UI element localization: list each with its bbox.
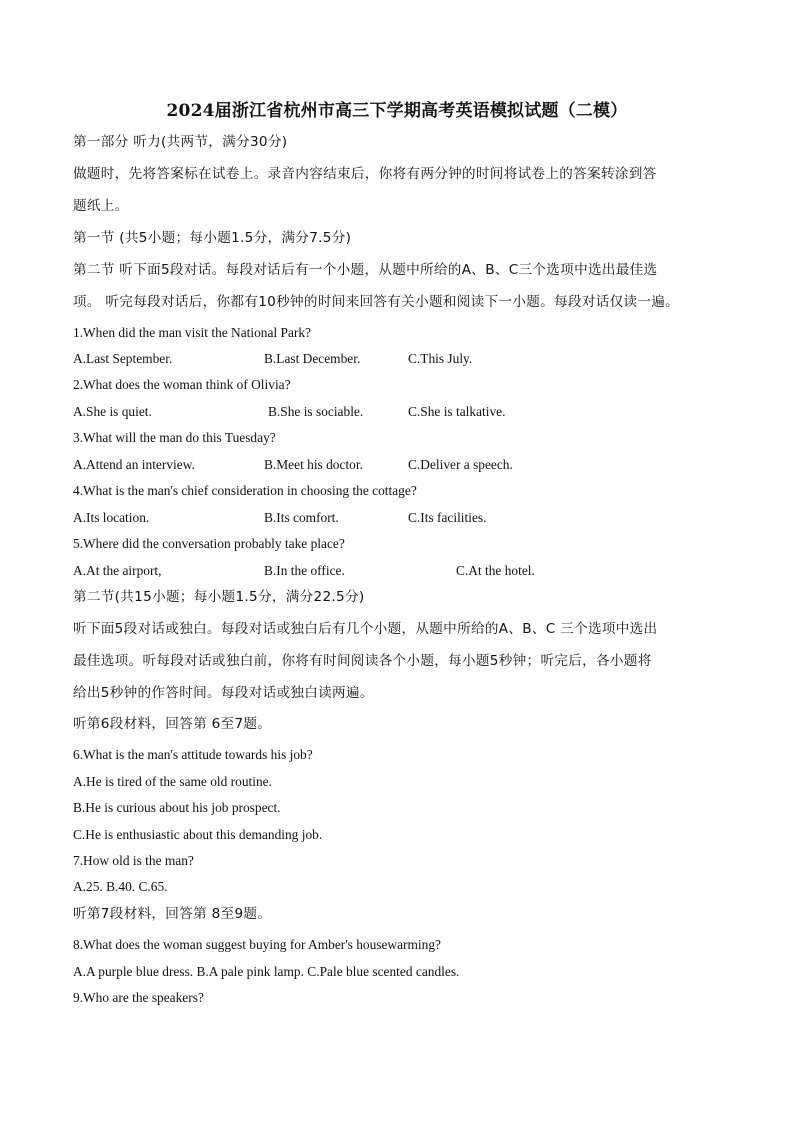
question-2: 2.What does the woman think of Olivia?: [73, 377, 291, 392]
question-6-option-a: A.He is tired of the same old routine.: [73, 774, 272, 789]
question-4: 4.What is the man's chief consideration in choosing the cottage?: [73, 483, 417, 498]
part1-instruction-line2: 题纸上。: [73, 198, 129, 214]
page-title: 2024届浙江省杭州市高三下学期高考英语模拟试题（二模）: [166, 101, 628, 121]
question-6-option-b: B.He is curious about his job prospect.: [73, 800, 281, 815]
question-6-option-c: C.He is enthusiastic about this demanding job.: [73, 827, 323, 842]
question-2-option-b: B.She is sociable.: [268, 404, 364, 419]
section1-heading: 第一节 (共5小题；每小题1.5分，满分7.5分): [73, 230, 352, 246]
question-2-option-a: A.She is quiet.: [73, 404, 152, 419]
section1-instruction-line2: 项。 听完每段对话后，你都有10秒钟的时间来回答有关小题和阅读下一小题。每段对话仅读一遍。: [73, 294, 680, 310]
question-1: 1.When did the man visit the National Park?: [73, 325, 311, 340]
question-7: 7.How old is the man?: [73, 853, 194, 868]
question-3-option-b: B.Meet his doctor.: [264, 457, 363, 472]
question-5-option-c: C.At the hotel.: [456, 563, 535, 578]
question-1-option-b: B.Last December.: [264, 351, 361, 366]
passage6-intro: 听第6段材料，回答第 6至7题。: [73, 716, 272, 732]
question-9: 9.Who are the speakers?: [73, 990, 204, 1005]
question-1-option-a: A.Last September.: [73, 351, 173, 366]
part1-instruction-line1: 做题时，先将答案标在试卷上。录音内容结束后，你将有两分钟的时间将试卷上的答案转涂到答: [73, 166, 657, 182]
question-5: 5.Where did the conversation probably take place?: [73, 536, 345, 551]
section1-instruction-line1: 第二节 听下面5段对话。每段对话后有一个小题，从题中所给的A、B、C三个选项中选出最佳选: [73, 262, 658, 278]
question-3-option-a: A.Attend an interview.: [73, 457, 195, 472]
question-8-options: A.A purple blue dress. B.A pale pink lamp. C.Pale blue scented candles.: [73, 964, 460, 979]
section2-heading: 第二节(共15小题；每小题1.5分，满分22.5分): [73, 589, 365, 605]
question-3-option-c: C.Deliver a speech.: [408, 457, 513, 472]
question-4-option-b: B.Its comfort.: [264, 510, 339, 525]
question-4-option-a: A.Its location.: [73, 510, 150, 525]
question-3: 3.What will the man do this Tuesday?: [73, 430, 276, 445]
question-6: 6.What is the man's attitude towards his job?: [73, 747, 313, 762]
question-5-option-b: B.In the office.: [264, 563, 345, 578]
question-1-option-c: C.This July.: [408, 351, 473, 366]
section2-instruction-line1: 听下面5段对话或独白。每段对话或独白后有几个小题，从题中所给的A、B、C 三个选项中选出: [73, 621, 658, 637]
section2-instruction-line2: 最佳选项。听每段对话或独白前，你将有时间阅读各个小题，每小题5秒钟；听完后，各小题将: [73, 653, 652, 669]
question-8: 8.What does the woman suggest buying for Amber's housewarming?: [73, 937, 441, 952]
question-4-option-c: C.Its facilities.: [408, 510, 487, 525]
question-5-option-a: A.At the airport,: [73, 563, 162, 578]
section2-instruction-line3: 给出5秒钟的作答时间。每段对话或独白读两遍。: [73, 685, 374, 701]
question-2-option-c: C.She is talkative.: [408, 404, 506, 419]
passage7-intro: 听第7段材料，回答第 8至9题。: [73, 906, 272, 922]
question-7-options: A.25. B.40. C.65.: [73, 879, 168, 894]
part1-heading: 第一部分 听力(共两节，满分30分): [73, 134, 288, 150]
